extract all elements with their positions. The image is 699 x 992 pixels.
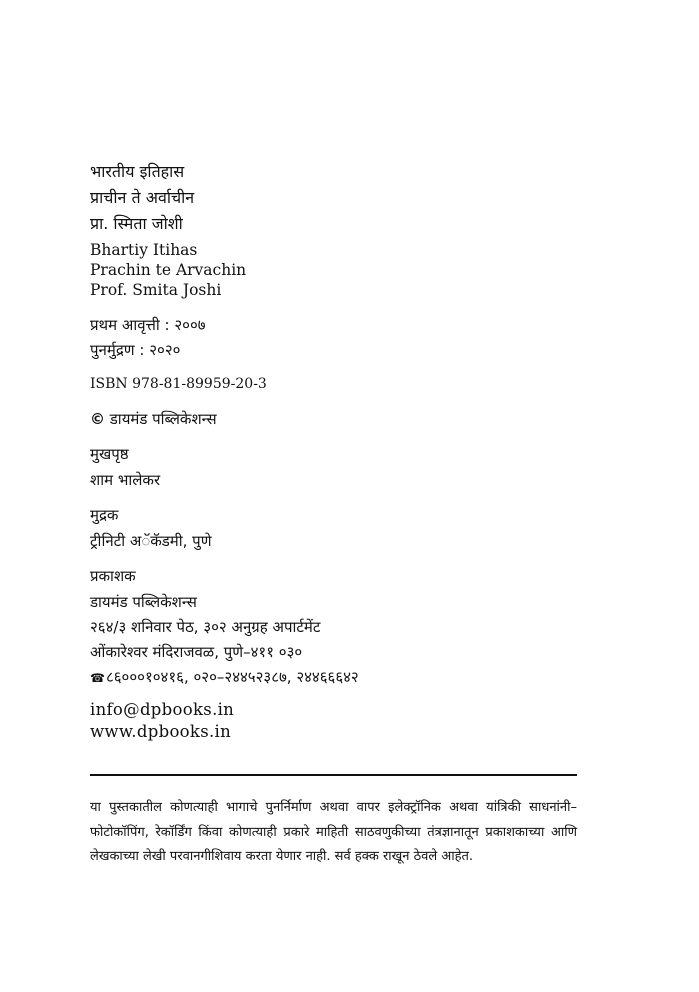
subtitle-marathi: प्राचीन ते अर्वाचीन bbox=[90, 188, 195, 207]
author-english: Prof. Smita Joshi bbox=[90, 281, 222, 299]
cover-artist: शाम भालेकर bbox=[90, 471, 161, 489]
phone-numbers: ८६०००१०४१६, ०२०–२४४५२३८७, २४४६६६४२ bbox=[105, 668, 359, 686]
divider-rule bbox=[90, 774, 577, 776]
phone-icon: ☎ bbox=[90, 671, 105, 685]
isbn: ISBN 978-81-89959-20-3 bbox=[90, 376, 267, 392]
website-link[interactable]: www.dpbooks.in bbox=[90, 722, 232, 741]
copyright-symbol: © bbox=[90, 410, 105, 428]
rights-disclaimer: या पुस्तकातील कोणत्याही भागाचे पुनर्निर्माण अथवा वापर इलेक्ट्रॉनिक अथवा यांत्रिकी साधनांनी–फोटोकॉपिंग, रेकॉर्डिंग किंवा कोणत्याही प्रकारे माहिती साठवणुकीच्या तंत्रज्ञानातून प्रकाशकाच्या आणि लेखकाच्या लेखी परवानगीशिवाय करता येणार नाही. सर्व हक्क राखून ठेवले आहेत. bbox=[90, 800, 577, 864]
publisher-name: डायमंड पब्लिकेशन्स bbox=[90, 593, 197, 611]
copyright-holder: डायमंड पब्लिकेशन्स bbox=[109, 410, 217, 428]
title-marathi: भारतीय इतिहास bbox=[90, 162, 185, 181]
publisher-address-2: ओंकारेश्वर मंदिराजवळ, पुणे–४११ ०३० bbox=[90, 643, 303, 661]
reprint-edition: पुनर्मुद्रण : २०२० bbox=[90, 341, 181, 359]
first-edition: प्रथम आवृत्ती : २००७ bbox=[90, 316, 206, 334]
publisher-phone bbox=[90, 667, 359, 687]
title-english: Bhartiy Itihas bbox=[90, 241, 198, 259]
copyright bbox=[90, 409, 217, 429]
author-marathi: प्रा. स्मिता जोशी bbox=[90, 214, 183, 233]
subtitle-english: Prachin te Arvachin bbox=[90, 261, 247, 279]
email-link[interactable]: info@dpbooks.in bbox=[90, 700, 235, 719]
publisher-address-1: २६४/३ शनिवार पेठ, ३०२ अनुग्रह अपार्टमेंट bbox=[90, 618, 321, 636]
printer-name: ट्रीनिटी अॅकॅडमी, पुणे bbox=[90, 532, 212, 550]
printer-label: मुद्रक bbox=[90, 506, 119, 524]
imprint-page bbox=[90, 0, 580, 992]
cover-label: मुखपृष्ठ bbox=[90, 445, 129, 463]
publisher-label: प्रकाशक bbox=[90, 567, 136, 585]
